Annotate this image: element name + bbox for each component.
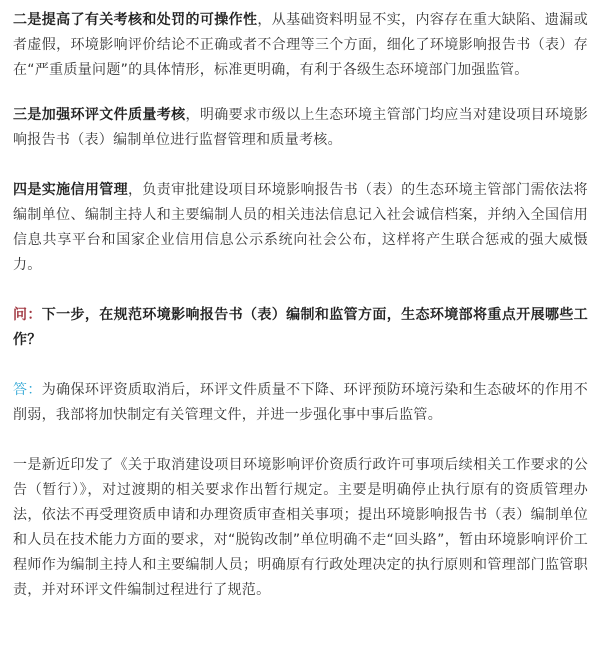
- answer-label: 答：: [13, 382, 42, 398]
- paragraph-body: ，从基础资料明显不实，内容存在重大缺陷、遗漏或者虚假，环境影响评价结论不正确或者不合理等三个方面，细化了环境影响报告书（表）存在“严重质量问题”的具体情形，标准更明确，有利于各级生态环境部门加强监管。: [13, 12, 588, 78]
- paragraph-body: ，明确要求市级以上生态环境主管部门均应当对建设项目环境影响报告书（表）编制单位进行监督管理和质量考核。: [13, 107, 588, 148]
- answer-paragraph: [13, 378, 588, 428]
- paragraph-body: ，负责审批建设项目环境影响报告书（表）的生态环境主管部门需依法将编制单位、编制主持人和主要编制人员的相关违法信息记入社会诚信档案，并纳入全国信用信息共享平台和国家企业信用信息公示系统向社会公布，这样将产生联合惩戒的强大威慑力。: [13, 182, 588, 273]
- paragraph-assessment-penalty: [13, 8, 588, 83]
- paragraph-lead: 四是实施信用管理: [13, 182, 129, 198]
- question-text: 下一步，在规范环境影响报告书（表）编制和监管方面，生态环境部将重点开展哪些工作？: [13, 307, 588, 348]
- paragraph-lead: 二是提高了有关考核和处罚的可操作性: [13, 12, 258, 28]
- paragraph-announcement: [13, 453, 588, 603]
- paragraph-credit-management: [13, 178, 588, 278]
- question-paragraph: [13, 303, 588, 353]
- answer-text: 为确保环评资质取消后，环评文件质量不下降、环评预防环境污染和生态破坏的作用不削弱，我部将加快制定有关管理文件，并进一步强化事中事后监管。: [13, 382, 588, 423]
- paragraph-lead: 三是加强环评文件质量考核: [13, 107, 186, 123]
- paragraph-quality-assessment: [13, 103, 588, 153]
- paragraph-body: 一是新近印发了《关于取消建设项目环境影响评价资质行政许可事项后续相关工作要求的公告（暂行）》，对过渡期的相关要求作出暂行规定。主要是明确停止执行原有的资质管理办法，依法不再受理资质申请和办理资质审查相关事项；提出环境影响报告书（表）编制单位和人员在技术能力方面的要求，对“脱钩改制”单位明确不走“回头路”，暂由环境影响评价工程师作为编制主持人和主要编制人员；明确原有行政处理决定的执行原则和管理部门监管职责，并对环评文件编制过程进行了规范。: [13, 457, 588, 598]
- question-label: 问：: [13, 307, 42, 323]
